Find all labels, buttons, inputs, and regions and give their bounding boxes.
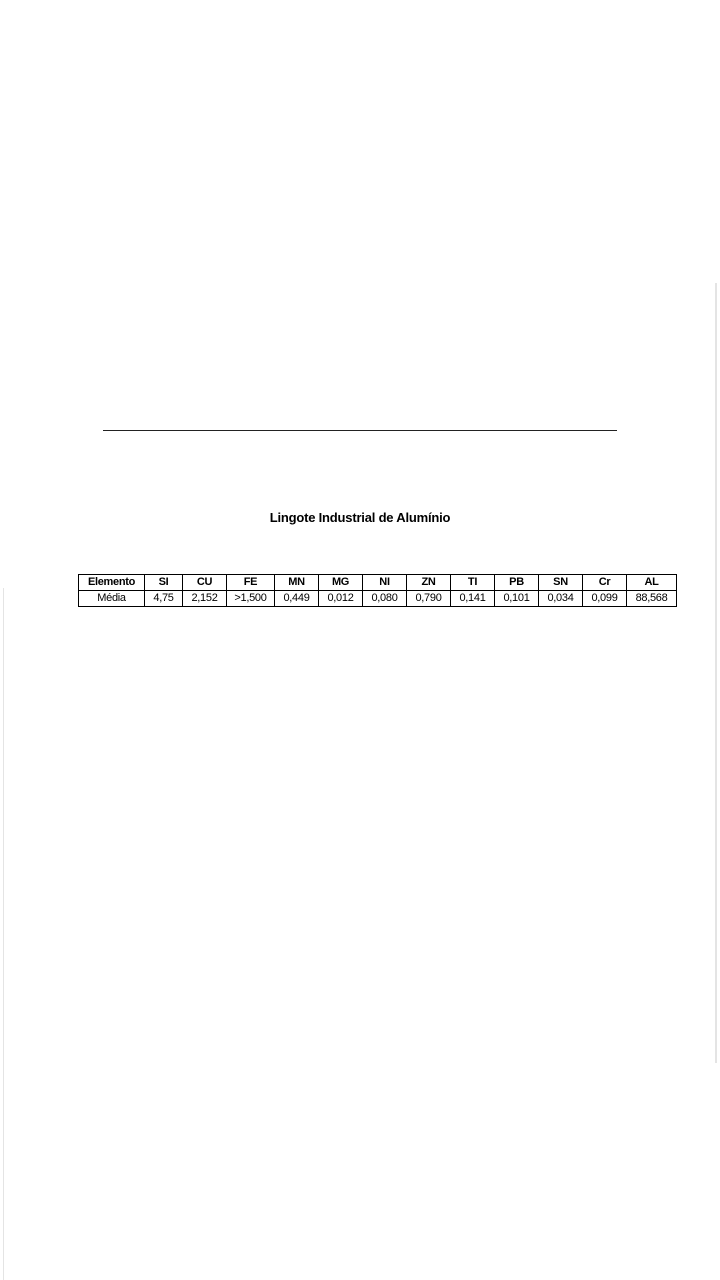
header-cell: ZN — [407, 575, 451, 591]
header-cell: AL — [627, 575, 677, 591]
header-cell: SI — [145, 575, 183, 591]
header-cell: CU — [183, 575, 227, 591]
value-cell: 4,75 — [145, 591, 183, 607]
header-cell: MG — [319, 575, 363, 591]
value-cell: 0,034 — [539, 591, 583, 607]
header-cell: MN — [275, 575, 319, 591]
table-row — [79, 591, 677, 607]
value-cell: 88,568 — [627, 591, 677, 607]
value-cell: 0,080 — [363, 591, 407, 607]
header-cell: TI — [451, 575, 495, 591]
header-cell: FE — [227, 575, 275, 591]
header-cell: NI — [363, 575, 407, 591]
table-header-row — [79, 575, 677, 591]
header-cell: PB — [495, 575, 539, 591]
document-title: Lingote Industrial de Alumínio — [269, 510, 451, 525]
page-edge — [3, 588, 4, 1280]
horizontal-rule — [103, 430, 617, 431]
value-cell: 0,449 — [275, 591, 319, 607]
value-cell: 0,012 — [319, 591, 363, 607]
header-cell: Cr — [583, 575, 627, 591]
header-cell: SN — [539, 575, 583, 591]
composition-table — [78, 574, 677, 607]
page-edge — [715, 283, 717, 1063]
header-cell: Elemento — [79, 575, 145, 591]
value-cell: 0,790 — [407, 591, 451, 607]
value-cell: >1,500 — [227, 591, 275, 607]
value-cell: 2,152 — [183, 591, 227, 607]
value-cell: 0,099 — [583, 591, 627, 607]
value-cell: 0,141 — [451, 591, 495, 607]
row-label-cell: Média — [79, 591, 145, 607]
value-cell: 0,101 — [495, 591, 539, 607]
